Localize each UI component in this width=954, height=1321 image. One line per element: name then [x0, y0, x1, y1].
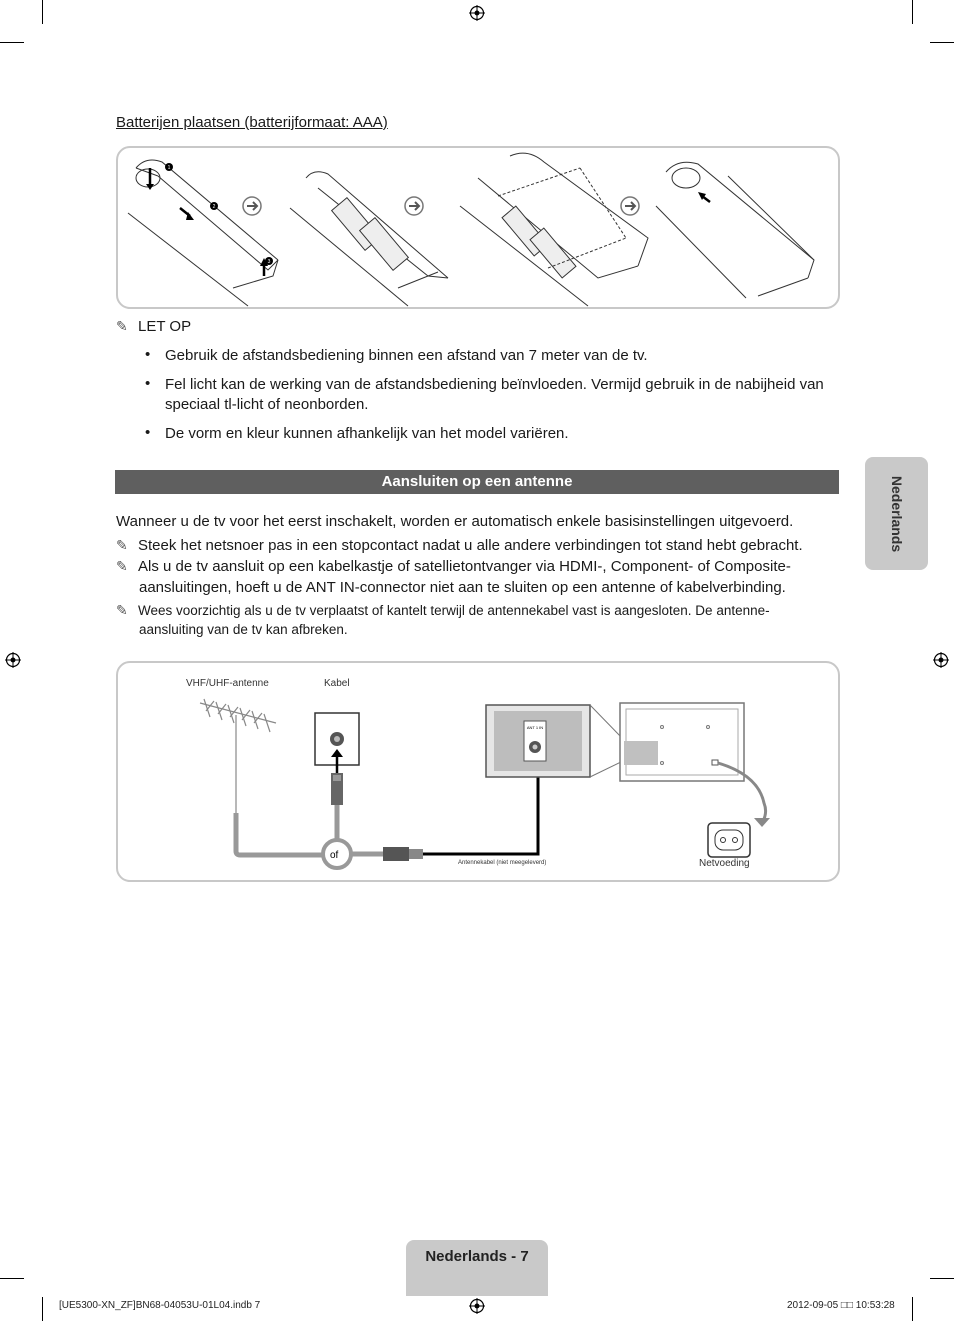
antenna-note-1: ✎ Steek het netsnoer pas in een stopcontact nadat u alle andere verbindingen tot stand hebt gebracht.: [116, 537, 803, 554]
ant-in-label: ANT 1 IN: [526, 725, 544, 730]
antenna-diagram-frame: [116, 661, 840, 882]
next-step-arrow-icon: [405, 197, 423, 215]
cable-label: Kabel: [324, 678, 350, 689]
crop-mark: [912, 1297, 913, 1321]
crop-mark: [930, 1278, 954, 1279]
ant-in-panel: [486, 705, 590, 777]
crop-mark: [0, 1278, 24, 1279]
note-bullet-1: Gebruik de afstandsbediening binnen een afstand van 7 meter van de tv.: [165, 347, 648, 364]
remote-step-2: [290, 172, 448, 306]
antenna-icon: [200, 699, 276, 813]
crop-mark: [0, 42, 24, 43]
language-side-tab: Nederlands: [865, 457, 928, 570]
bullet-icon: •: [145, 375, 151, 392]
antenna-note-3-cont: aansluiting van de tv kan afbreken.: [139, 622, 348, 637]
remote-step-3: [460, 153, 648, 306]
note-header: ✎ LET OP: [116, 318, 192, 335]
crop-mark: [930, 42, 954, 43]
next-step-arrow-icon: [621, 197, 639, 215]
step-1-label: 1: [167, 165, 171, 171]
or-label: of: [330, 850, 339, 861]
antenna-intro: Wanneer u de tv voor het eerst inschakelt, worden er automatisch enkele basisinstellingen uitgevoerd.: [116, 513, 794, 530]
registration-mark-icon: [5, 652, 21, 668]
crop-mark: [42, 0, 43, 24]
battery-illustration: [118, 148, 838, 307]
vhf-uhf-antenna-label: VHF/UHF-antenne: [186, 678, 269, 689]
next-step-arrow-icon: [243, 197, 261, 215]
note-bullet-3: De vorm en kleur kunnen afhankelijk van het model variëren.: [165, 425, 569, 442]
crop-mark: [42, 1297, 43, 1321]
note-pencil-icon: ✎: [116, 318, 128, 334]
power-outlet-icon: [708, 823, 750, 857]
battery-illustration-frame: [116, 146, 840, 309]
page-number-tab: Nederlands - 7: [406, 1240, 548, 1296]
note-pencil-icon: ✎: [116, 558, 128, 574]
bullet-icon: •: [145, 346, 151, 363]
note-pencil-icon: ✎: [116, 602, 128, 618]
battery-section-title: Batterijen plaatsen (batterijformaat: AAA): [116, 114, 388, 131]
registration-mark-icon: [933, 652, 949, 668]
antenna-note-2: ✎ Als u de tv aansluit op een kabelkastje of satellietontvanger via HDMI-, Component- of Composite-: [116, 558, 791, 575]
note-pencil-icon: ✎: [116, 537, 128, 553]
note-bullet-2-cont: speciaal tl-licht of neonborden.: [165, 396, 369, 413]
antenna-note-3: ✎ Wees voorzichtig als u de tv verplaatst of kantelt terwijl de antennekabel vast is aangesloten. De antenne-: [116, 602, 770, 618]
power-label: Netvoeding: [699, 858, 750, 869]
antenna-diagram: [118, 663, 838, 880]
note-bullet-2: Fel licht kan de werking van de afstandsbediening beïnvloeden. Vermijd gebruik in de nabijheid van: [165, 376, 824, 393]
footer-file: [UE5300-XN_ZF]BN68-04053U-01L04.indb 7: [59, 1300, 261, 1311]
antenna-note-2-cont: aansluitingen, hoeft u de ANT IN-connector niet aan te sluiten op een antenne of kabelverbinding.: [139, 579, 786, 596]
bullet-icon: •: [145, 424, 151, 441]
crop-mark: [912, 0, 913, 24]
section-title-antenna: Aansluiten op een antenne: [115, 470, 839, 494]
antenna-cable-note: Antennekabel (niet meegeleverd): [458, 860, 547, 866]
footer-date: 2012-09-05 □□ 10:53:28: [787, 1300, 895, 1311]
step-3-label: 3: [267, 259, 271, 265]
registration-mark-icon: [469, 1298, 485, 1314]
registration-mark-icon: [469, 5, 485, 21]
step-2-label: 2: [212, 204, 216, 210]
tv-back-illustration: [620, 703, 744, 781]
remote-step-4: [656, 162, 814, 298]
